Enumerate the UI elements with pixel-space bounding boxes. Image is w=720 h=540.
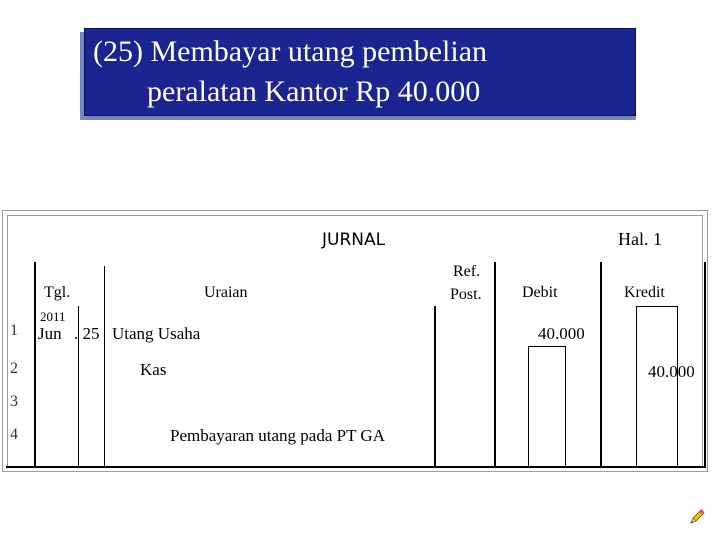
row-number: 2 — [10, 360, 18, 377]
entry-description: Utang Usaha — [112, 324, 201, 343]
entry-year: 2011 — [40, 309, 66, 324]
rule-bottom — [6, 466, 706, 468]
title-line-2: peralatan Kantor Rp 40.000 — [147, 75, 481, 108]
entry-description: Kas — [140, 360, 167, 379]
rule-uraian — [434, 306, 436, 468]
entry-kredit: 40.000 — [648, 362, 695, 381]
rule-right — [704, 262, 706, 468]
rule-ref — [494, 262, 496, 468]
rule-day — [104, 266, 105, 466]
column-header-kredit: Kredit — [624, 284, 665, 301]
title-banner — [84, 28, 636, 116]
entry-day: . 25 — [74, 324, 100, 343]
column-header-debit: Debit — [522, 284, 558, 301]
debit-column-box — [528, 346, 566, 468]
entry-debit: 40.000 — [538, 324, 585, 343]
column-header-tgl: Tgl. — [44, 284, 71, 301]
column-header-ref-2: Post. — [450, 286, 482, 303]
pencil-icon[interactable] — [688, 508, 706, 526]
row-number: 4 — [10, 426, 18, 443]
rule-debit — [600, 262, 602, 468]
entry-description: Pembayaran utang pada PT GA — [170, 426, 385, 445]
rule-left — [34, 262, 36, 468]
kredit-column-box — [636, 306, 678, 468]
column-header-ref-1: Ref. — [453, 263, 481, 280]
entry-month: Jun — [38, 324, 62, 343]
row-number: 3 — [10, 393, 18, 410]
title-line-1: (25) Membayar utang pembelian — [93, 35, 488, 68]
journal-heading: JURNAL — [322, 230, 386, 250]
page-number: Hal. 1 — [618, 229, 662, 249]
column-header-uraian: Uraian — [204, 284, 248, 301]
row-number: 1 — [10, 322, 18, 339]
